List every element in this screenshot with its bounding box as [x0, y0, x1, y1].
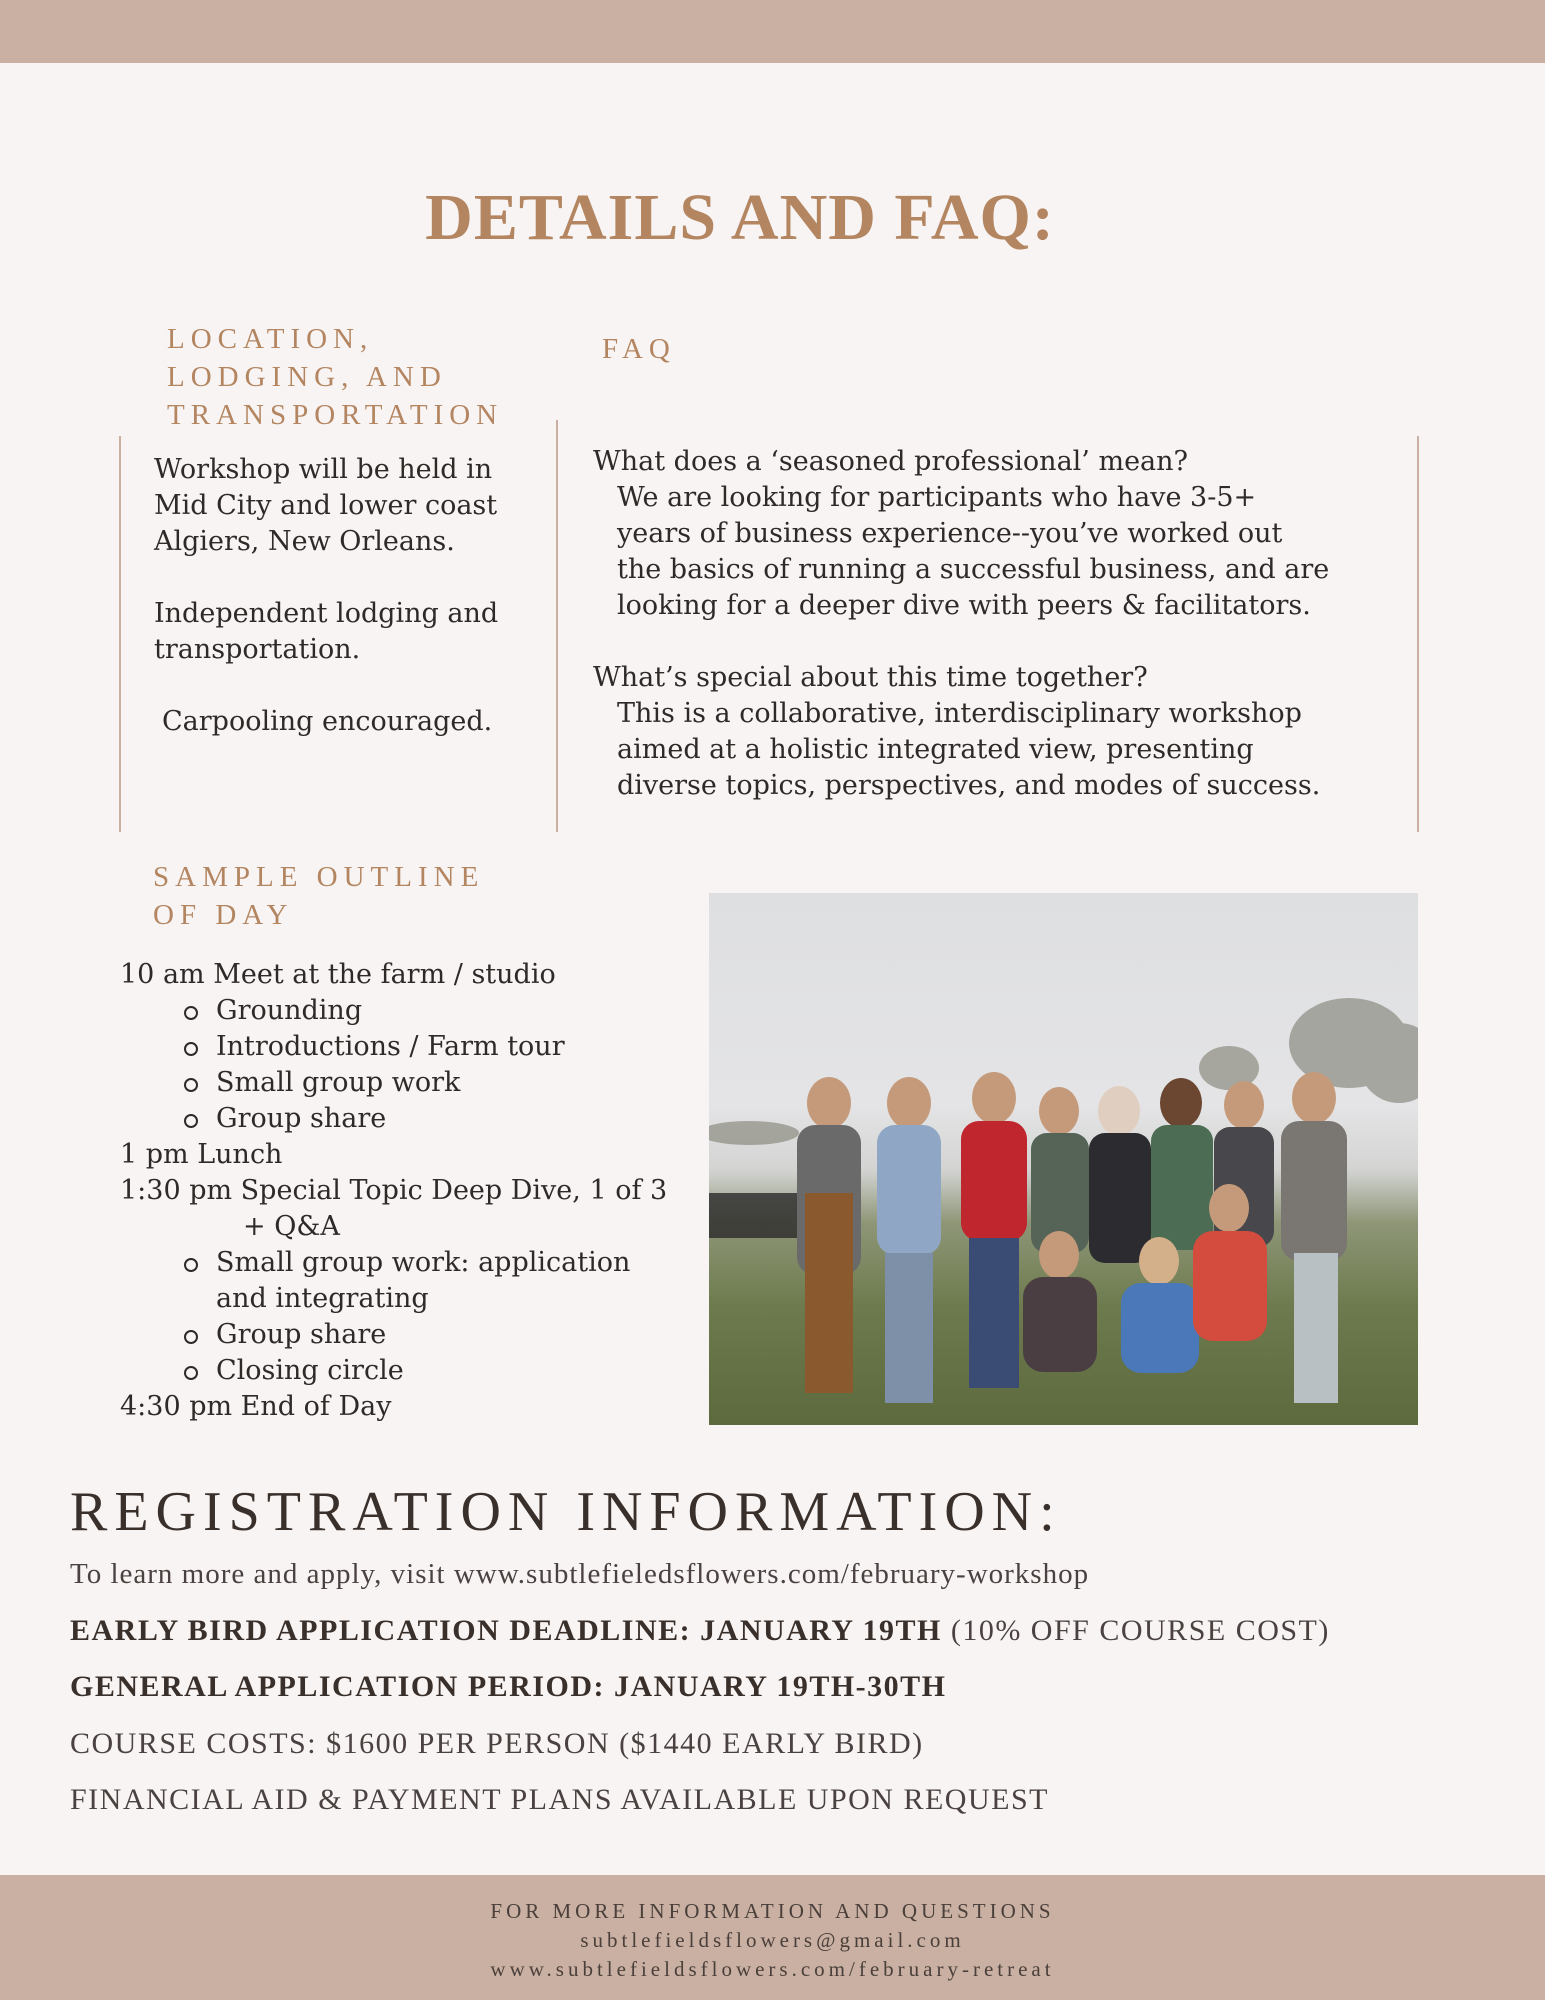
group-photo-illustration — [709, 893, 1418, 1425]
text-line: Mid City and lower coast — [154, 490, 498, 521]
outline-item: 1:30 pm Special Topic Deep Dive, 1 of 3 — [120, 1175, 668, 1206]
outline-item: 4:30 pm End of Day — [120, 1391, 392, 1422]
text-line: the basics of running a successful business, and are — [617, 554, 1330, 585]
footer — [0, 1875, 1545, 2000]
outline-item: 10 am Meet at the farm / studio — [120, 959, 556, 990]
outline-subitem: Closing circle — [120, 1353, 700, 1389]
lodging-details — [154, 452, 539, 776]
early-bird-deadline-bold: EARLY BIRD APPLICATION DEADLINE: JANUARY 19TH — [70, 1614, 942, 1647]
label-line: LODGING, AND — [167, 361, 447, 393]
outline-subitem: Small group work: application — [120, 1245, 700, 1281]
day-outline — [120, 957, 700, 1425]
text-line: Algiers, New Orleans. — [154, 526, 455, 557]
outline-subitem: Group share — [120, 1101, 700, 1137]
outline-item-continued: + Q&A — [243, 1211, 340, 1242]
financial-aid: FINANCIAL AID & PAYMENT PLANS AVAILABLE UPON REQUEST — [70, 1783, 1049, 1816]
lodging-paragraph — [154, 596, 539, 668]
general-application-period — [70, 1670, 947, 1704]
text-line: diverse topics, perspectives, and modes of success. — [617, 770, 1321, 801]
divider-left — [119, 436, 121, 832]
faq-list — [593, 444, 1393, 840]
footer-email[interactable]: subtlefieldsflowers@gmail.com — [580, 1928, 965, 1952]
location-paragraph — [154, 452, 539, 560]
carpool-paragraph: Carpooling encouraged. — [162, 706, 493, 737]
text-line: This is a collaborative, interdisciplinary workshop — [617, 698, 1302, 729]
text-line: transportation. — [154, 634, 361, 665]
outline-subitem: Introductions / Farm tour — [120, 1029, 700, 1065]
label-line: TRANSPORTATION — [167, 399, 504, 431]
general-application-period-bold: GENERAL APPLICATION PERIOD: JANUARY 19TH-30TH — [70, 1670, 947, 1703]
text-line: Workshop will be held in — [154, 454, 493, 485]
text-line: years of business experience--you’ve worked out — [617, 518, 1283, 549]
outline-subitem-continued: and integrating — [216, 1283, 429, 1314]
label-line: SAMPLE OUTLINE — [153, 861, 485, 893]
faq-answer — [593, 696, 1393, 804]
group-photo — [709, 893, 1418, 1425]
lodging-section-label — [167, 320, 567, 434]
outline-section-label — [153, 858, 553, 934]
label-line: OF DAY — [153, 899, 294, 931]
outline-subitem: Small group work — [120, 1065, 700, 1101]
top-band — [0, 0, 1545, 63]
early-bird-deadline — [70, 1614, 1330, 1648]
divider-middle — [556, 420, 558, 832]
outline-item: 1 pm Lunch — [120, 1139, 283, 1170]
course-costs: COURSE COSTS: $1600 PER PERSON ($1440 EARLY BIRD) — [70, 1727, 924, 1760]
faq-section-label: FAQ — [602, 333, 676, 365]
outline-subitem: Group share — [120, 1317, 700, 1353]
outline-subitem: Grounding — [120, 993, 700, 1029]
faq-question: What does a ‘seasoned professional’ mean? — [593, 446, 1189, 477]
registration-learn-more: To learn more and apply, visit www.subtlefieledsflowers.com/february-workshop — [70, 1558, 1090, 1590]
text-line: We are looking for participants who have 3-5+ — [617, 482, 1257, 513]
registration-title: REGISTRATION INFORMATION: — [70, 1481, 1062, 1543]
text-line: aimed at a holistic integrated view, presenting — [617, 734, 1254, 765]
footer-url[interactable]: www.subtlefieldsflowers.com/february-retreat — [490, 1957, 1055, 1981]
text-line: looking for a deeper dive with peers & facilitators. — [617, 590, 1311, 621]
text-line: Independent lodging and — [154, 598, 499, 629]
footer-heading: FOR MORE INFORMATION AND QUESTIONS — [490, 1899, 1055, 1923]
label-line: LOCATION, — [167, 323, 374, 355]
early-bird-note: (10% OFF COURSE COST) — [941, 1614, 1330, 1647]
faq-answer — [593, 480, 1393, 624]
faq-question: What’s special about this time together? — [593, 662, 1148, 693]
page-title: DETAILS AND FAQ: — [425, 181, 1055, 254]
divider-right — [1417, 436, 1419, 832]
